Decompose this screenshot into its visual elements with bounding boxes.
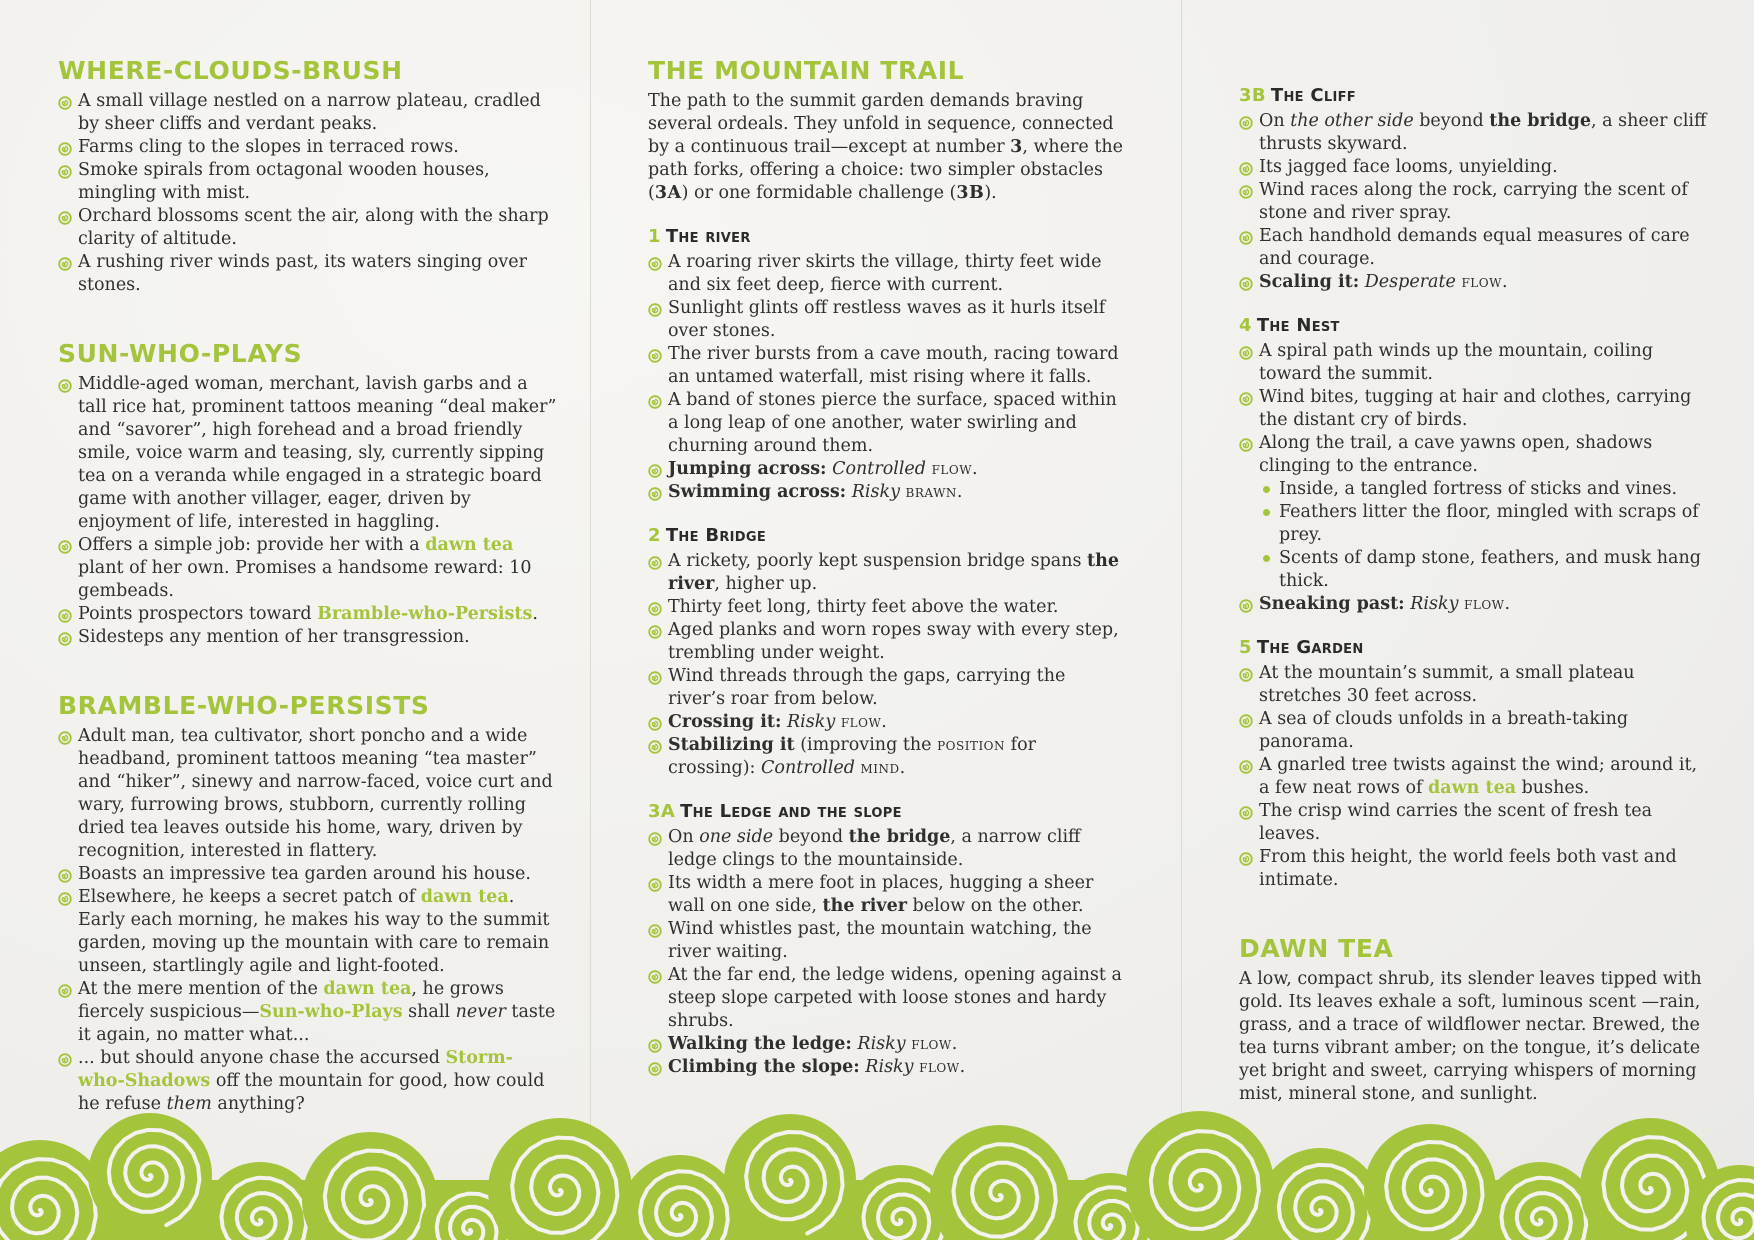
spiral-bullet-icon — [58, 607, 72, 621]
spiral-bullet-icon — [1239, 275, 1253, 289]
spiral-bullet-icon — [648, 600, 662, 614]
spiral-bullet-icon — [58, 255, 72, 269]
list-item: Points prospectors toward Bramble-who-Persists. — [58, 603, 558, 626]
action-item: Swimming across: Risky brawn. — [648, 481, 1128, 504]
swirl-icon — [1482, 1162, 1598, 1240]
swirl-waves-decoration — [0, 1080, 1754, 1240]
section-title-mountain-trail: THE MOUNTAIN TRAIL — [648, 56, 965, 85]
sub-list-item: Inside, a tangled fortress of sticks and vines. — [1239, 478, 1709, 501]
list-item: Thirty feet long, thirty feet above the water. — [648, 596, 1128, 619]
list-item: At the far end, the ledge widens, opening against a steep slope carpeted with loose stones and hardy shrubs. — [648, 964, 1128, 1033]
spiral-bullet-icon — [648, 255, 662, 269]
list-item: Wind threads through the gaps, carrying the river’s roar from below. — [648, 665, 1128, 711]
list-item: Boasts an impressive tea garden around his house. — [58, 863, 558, 886]
section-title-where-clouds-brush: WHERE-CLOUDS-BRUSH — [58, 56, 403, 85]
swirl-icon — [202, 1162, 318, 1240]
list-item: Wind bites, tugging at hair and clothes, carrying the distant cry of birds. — [1239, 386, 1709, 432]
spiral-bullet-icon — [648, 554, 662, 568]
action-item: Sneaking past: Risky flow. — [1239, 593, 1709, 616]
dawn-tea-description: A low, compact shrub, its slender leaves tipped with gold. Its leaves exhale a soft, luminous scent —rain, grass, and a trace of wildflower nectar. Brewed, the tea turns vibrant amber; on the tongue, it’s delicate yet bright and sweet, carrying whispers of morning mist, mineral stone, and sunlight. — [1239, 969, 1702, 1104]
swirl-icon — [488, 1118, 632, 1240]
list-item: Its jagged face looms, unyielding. — [1239, 156, 1709, 179]
dot-bullet-icon — [1263, 509, 1270, 516]
spiral-bullet-icon — [58, 163, 72, 177]
list-item: Along the trail, a cave yawns open, shadows clinging to the entrance. — [1239, 432, 1709, 478]
spiral-bullet-icon — [1239, 160, 1253, 174]
subheading-ledge: 3A The Ledge and the slope — [648, 801, 902, 822]
bramble-link[interactable]: Bramble-who-Persists — [317, 604, 533, 624]
river-list — [648, 251, 1128, 504]
swirl-icon — [1126, 1111, 1274, 1240]
spiral-bullet-icon — [58, 377, 72, 391]
list-item: Each handhold demands equal measures of care and courage. — [1239, 225, 1709, 271]
spiral-bullet-icon — [58, 1051, 72, 1065]
dawn-tea-link[interactable]: dawn tea — [425, 535, 514, 555]
list-item: Wind races along the rock, carrying the scent of stone and river spray. — [1239, 179, 1709, 225]
spiral-bullet-icon — [1239, 597, 1253, 611]
cliff-list — [1239, 110, 1709, 294]
sub-list-item: Feathers litter the floor, mingled with scraps of prey. — [1239, 501, 1709, 547]
dot-bullet-icon — [1263, 486, 1270, 493]
list-item: A sea of clouds unfolds in a breath-taking panorama. — [1239, 708, 1709, 754]
list-item: A roaring river skirts the village, thirty feet wide and six feet deep, fierce with current. — [648, 251, 1128, 297]
spiral-bullet-icon — [648, 669, 662, 683]
fold-line-right — [1181, 0, 1182, 1240]
list-item: Offers a simple job: provide her with a dawn tea plant of her own. Promises a handsome reward: 10 gembeads. — [58, 534, 558, 603]
action-item: Stabilizing it (improving the position for crossing): Controlled mind. — [648, 734, 1128, 780]
action-item: Jumping across: Controlled flow. — [648, 458, 1128, 481]
action-item: Scaling it: Desperate flow. — [1239, 271, 1709, 294]
spiral-bullet-icon — [1239, 850, 1253, 864]
spiral-bullet-icon — [1239, 666, 1253, 680]
dawn-tea-link[interactable]: dawn tea — [420, 887, 509, 907]
spiral-bullet-icon — [648, 738, 662, 752]
village-list — [58, 90, 558, 297]
swirl-icon — [302, 1132, 438, 1240]
spiral-bullet-icon — [1239, 183, 1253, 197]
subheading-garden: 5 The Garden — [1239, 637, 1364, 658]
spiral-bullet-icon — [648, 968, 662, 982]
spiral-bullet-icon — [58, 729, 72, 743]
list-item: At the mere mention of the dawn tea, he grows fiercely suspicious—Sun-who-Plays shall never taste it again, no matter what... — [58, 978, 558, 1047]
list-item: At the mountain’s summit, a small plateau stretches 30 feet across. — [1239, 662, 1709, 708]
swirl-icon — [88, 1113, 212, 1237]
spiral-bullet-icon — [648, 1060, 662, 1074]
storm-who-shadows-link[interactable]: Storm-who-Shadows — [78, 1048, 513, 1091]
list-item: A rushing river winds past, its waters singing over stones. — [58, 251, 558, 297]
column-left — [58, 56, 558, 1116]
list-item: Orchard blossoms scent the air, along with the sharp clarity of altitude. — [58, 205, 558, 251]
bramble-list — [58, 725, 558, 1116]
swirl-icon — [620, 1155, 740, 1240]
spiral-bullet-icon — [648, 922, 662, 936]
spiral-bullet-icon — [648, 830, 662, 844]
spiral-bullet-icon — [648, 393, 662, 407]
spiral-bullet-icon — [58, 890, 72, 904]
list-item: A rickety, poorly kept suspension bridge spans the river, higher up. — [648, 550, 1128, 596]
spiral-bullet-icon — [1239, 390, 1253, 404]
spiral-bullet-icon — [648, 623, 662, 637]
dawn-tea-link[interactable]: dawn tea — [323, 979, 412, 999]
bridge-list — [648, 550, 1128, 780]
spiral-bullet-icon — [58, 538, 72, 552]
spiral-bullet-icon — [648, 1037, 662, 1051]
dawn-tea-link[interactable]: dawn tea — [1428, 778, 1517, 798]
list-item: A small village nestled on a narrow plateau, cradled by sheer cliffs and verdant peaks. — [58, 90, 558, 136]
spiral-bullet-icon — [1239, 712, 1253, 726]
section-title-sun-who-plays: SUN-WHO-PLAYS — [58, 339, 303, 368]
swirl-icon — [930, 1125, 1070, 1240]
list-item: Adult man, tea cultivator, short poncho and a wide headband, prominent tattoos meaning “tea master” and “hiker”, sinewy and narrow-faced, voice curt and wary, furrowing brows, stubborn, currently rolling dried tea leaves outside his home, wary, driven by recognition, interested in flattery. — [58, 725, 558, 863]
spiral-bullet-icon — [58, 209, 72, 223]
spiral-bullet-icon — [58, 630, 72, 644]
nest-list — [1239, 340, 1709, 616]
spiral-bullet-icon — [1239, 344, 1253, 358]
list-item: Smoke spirals from octagonal wooden houses, mingling with mist. — [58, 159, 558, 205]
spiral-bullet-icon — [648, 876, 662, 890]
spiral-bullet-icon — [648, 485, 662, 499]
list-item: On one side beyond the bridge, a narrow cliff ledge clings to the mountainside. — [648, 826, 1128, 872]
list-item: ... but should anyone chase the accursed Storm-who-Shadows off the mountain for good, how could he refuse them anything? — [58, 1047, 558, 1116]
spiral-bullet-icon — [1239, 229, 1253, 243]
section-title-bramble-who-persists: BRAMBLE-WHO-PERSISTS — [58, 691, 430, 720]
spiral-bullet-icon — [1239, 758, 1253, 772]
ledge-list — [648, 826, 1128, 1079]
list-item: A gnarled tree twists against the wind; around it, a few neat rows of dawn tea bushes. — [1239, 754, 1709, 800]
list-item: Sunlight glints off restless waves as it hurls itself over stones. — [648, 297, 1128, 343]
spiral-bullet-icon — [58, 867, 72, 881]
subheading-river: 1 The river — [648, 226, 751, 247]
swirl-icon — [724, 1114, 856, 1240]
subheading-cliff: 3B The Cliff — [1239, 85, 1356, 106]
dot-bullet-icon — [1263, 555, 1270, 562]
spiral-bullet-icon — [648, 301, 662, 315]
spiral-bullet-icon — [1239, 436, 1253, 450]
list-item: Sidesteps any mention of her transgression. — [58, 626, 558, 649]
spiral-bullet-icon — [58, 982, 72, 996]
fold-line-left — [590, 0, 591, 1240]
section-title-dawn-tea: DAWN TEA — [1239, 934, 1394, 963]
trail-intro: The path to the summit garden demands braving several ordeals. They unfold in sequence, connected by a continuous trail—except at number 3, where the path forks, offering a choice: two simpler obstacles (3A) or one formidable challenge (3B). — [648, 91, 1124, 203]
swirl-icon — [1258, 1148, 1382, 1240]
action-item: Walking the ledge: Risky flow. — [648, 1033, 1128, 1056]
sun-who-plays-list — [58, 373, 558, 649]
list-item: Aged planks and worn ropes sway with every step, trembling under weight. — [648, 619, 1128, 665]
spiral-bullet-icon — [648, 347, 662, 361]
sun-who-plays-link[interactable]: Sun-who-Plays — [259, 1002, 403, 1022]
column-right — [1239, 84, 1709, 1106]
list-item: A band of stones pierce the surface, spaced within a long leap of one another, water swirling and churning around them. — [648, 389, 1128, 458]
sub-list-item: Scents of damp stone, feathers, and musk hang thick. — [1239, 547, 1709, 593]
action-item: Climbing the slope: Risky flow. — [648, 1056, 1128, 1079]
subheading-nest: 4 The Nest — [1239, 315, 1340, 336]
list-item: The crisp wind carries the scent of fresh tea leaves. — [1239, 800, 1709, 846]
list-item: From this height, the world feels both vast and intimate. — [1239, 846, 1709, 892]
spiral-bullet-icon — [648, 462, 662, 476]
spiral-bullet-icon — [58, 140, 72, 154]
subheading-bridge: 2 The Bridge — [648, 525, 767, 546]
list-item: A spiral path winds up the mountain, coiling toward the summit. — [1239, 340, 1709, 386]
list-item: Elsewhere, he keeps a secret patch of dawn tea. Early each morning, he makes his way to the summit garden, moving up the mountain with care to remain unseen, startlingly agile and light-footed. — [58, 886, 558, 978]
list-item: Middle-aged woman, merchant, lavish garbs and a tall rice hat, prominent tattoos meaning “deal maker” and “savorer”, high forehead and a broad friendly smile, voice warm and teasing, sly, currently sipping tea on a veranda while engaged in a strategic board game with another villager, eager, driven by enjoyment of life, interested in haggling. — [58, 373, 558, 534]
swirl-icon — [1364, 1124, 1496, 1240]
spiral-bullet-icon — [1239, 804, 1253, 818]
list-item: On the other side beyond the bridge, a sheer cliff thrusts skyward. — [1239, 110, 1709, 156]
spiral-bullet-icon — [648, 715, 662, 729]
column-middle — [648, 56, 1128, 1079]
action-item: Crossing it: Risky flow. — [648, 711, 1128, 734]
spiral-bullet-icon — [1239, 114, 1253, 128]
garden-list — [1239, 662, 1709, 892]
spiral-bullet-icon — [58, 94, 72, 108]
list-item: Wind whistles past, the mountain watching, the river waiting. — [648, 918, 1128, 964]
list-item: Farms cling to the slopes in terraced rows. — [58, 136, 558, 159]
list-item: Its width a mere foot in places, hugging a sheer wall on one side, the river below on the other. — [648, 872, 1128, 918]
list-item: The river bursts from a cave mouth, racing toward an untamed waterfall, mist rising where it falls. — [648, 343, 1128, 389]
